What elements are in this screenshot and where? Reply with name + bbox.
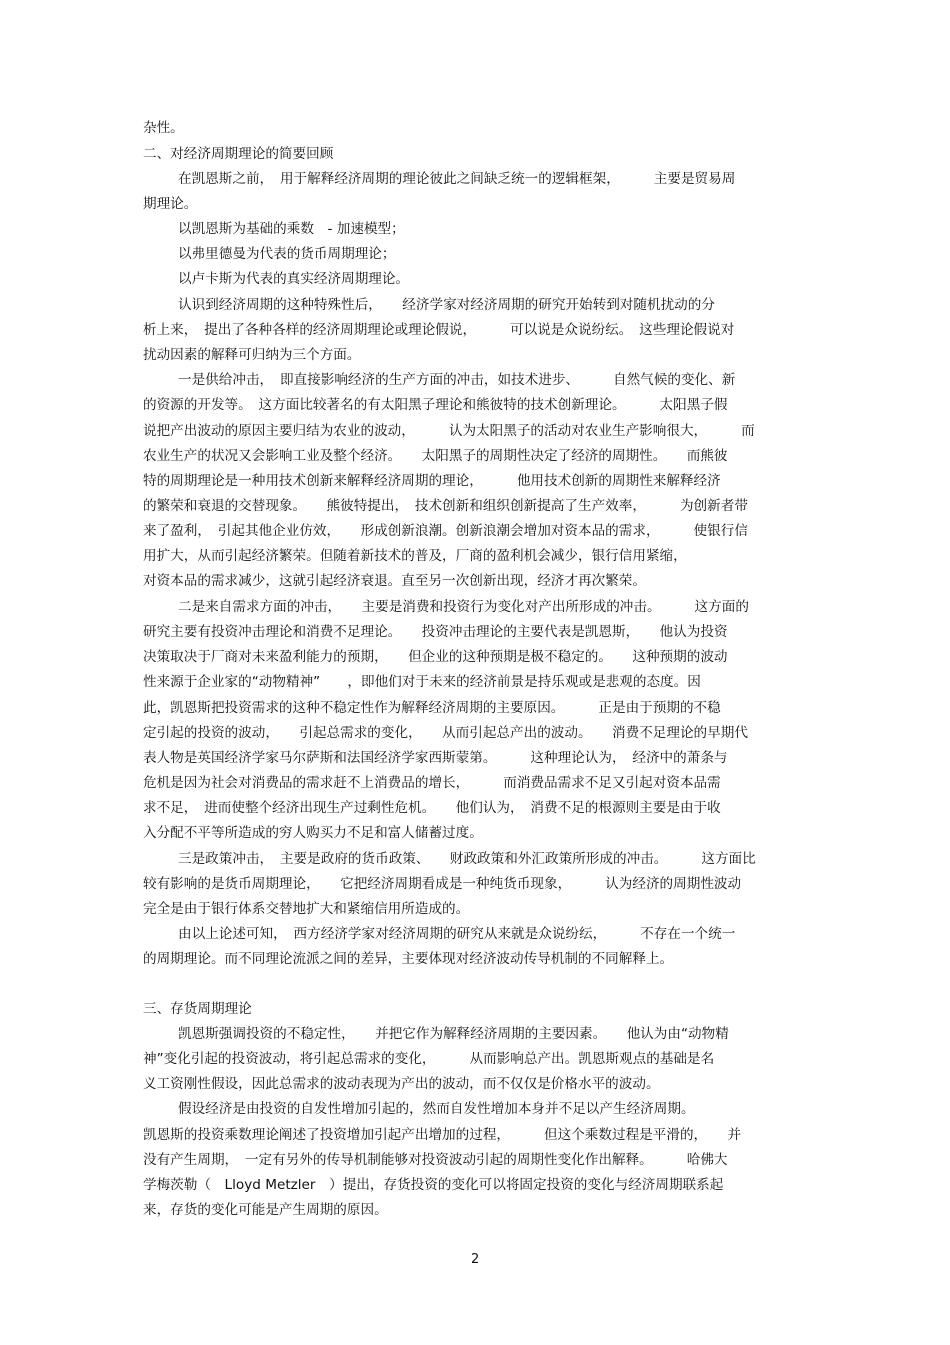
text-line: 此，凯恩斯把投资需求的这种不稳定性作为解释经济周期的主要原因。 正是由于预期的不稳 xyxy=(143,700,721,716)
text-line: 研究主要有投资冲击理论和消费不足理论。 投资冲击理论的主要代表是凯恩斯， 他认为投资 xyxy=(143,624,728,640)
text-line: 特的周期理论是一种用技术创新来解释经济周期的理论， 他用技术创新的周期性来解释经济 xyxy=(143,473,721,489)
text-line: 的周期理论。而不同理论流派之间的差异，主要体现对经济波动传导机制的不同解释上。 xyxy=(143,951,674,967)
text-line: 假设经济是由投资的自发性增加引起的，然而自发性增加本身并不足以产生经济周期。 xyxy=(178,1101,695,1117)
text-line: 神”变化引起的投资波动，将引起总需求的变化， 从而影响总产出。凯恩斯观点的基础是名 xyxy=(143,1051,715,1067)
text-line: 用扩大，从而引起经济繁荣。但随着新技术的普及，厂商的盈利机会减少，银行信用紧缩， xyxy=(143,548,687,564)
text-line: 杂性。 xyxy=(143,120,184,136)
text-line: 以卢卡斯为代表的真实经济周期理论。 xyxy=(178,271,410,287)
text-line: 析上来， 提出了各种各样的经济周期理论或理论假说， 可以说是众说纷纭。 这些理论假说对 xyxy=(143,322,735,338)
text-line: 扰动因素的解释可归纳为三个方面。 xyxy=(143,347,361,363)
text-line: 入分配不平等所造成的穷人购买力不足和富人储蓄过度。 xyxy=(143,825,483,841)
text-line: 一是供给冲击， 即直接影响经济的生产方面的冲击，如技术进步、 自然气候的变化、新 xyxy=(178,372,736,388)
text-line: 由以上论述可知， 西方经济学家对经济周期的研究从来就是众说纷纭， 不存在一个统一 xyxy=(178,926,736,942)
text-line: 农业生产的状况又会影响工业及整个经济。 太阳黑子的周期性决定了经济的周期性。 而熊彼 xyxy=(143,448,728,464)
text-line: 决策取决于厂商对未来盈利能力的预期， 但企业的这种预期是极不稳定的。 这种预期的波动 xyxy=(143,649,728,665)
text-line: 凯恩斯强调投资的不稳定性， 并把它作为解释经济周期的主要因素。 他认为由“动物精 xyxy=(178,1026,729,1042)
text-line: 说把产出波动的原因主要归结为农业的波动， 认为太阳黑子的活动对农业生产影响很大， 而 xyxy=(143,423,755,439)
text-line: 以弗里德曼为代表的货币周期理论； xyxy=(178,246,396,262)
text-line: 较有影响的是货币周期理论， 它把经济周期看成是一种纯货币现象， 认为经济的周期性波动 xyxy=(143,876,742,892)
text-line: 认识到经济周期的这种特殊性后， 经济学家对经济周期的研究开始转到对随机扰动的分 xyxy=(178,297,715,313)
section-heading: 三、存货周期理论 xyxy=(143,1001,252,1017)
text-line: 对资本品的需求减少，这就引起经济衰退。直至另一次创新出现，经济才再次繁荣。 xyxy=(143,573,646,589)
text-line: 义工资刚性假设，因此总需求的波动表现为产出的波动，而不仅仅是价格水平的波动。 xyxy=(143,1076,660,1092)
text-line: 二是来自需求方面的冲击， 主要是消费和投资行为变化对产出所形成的冲击。 这方面的 xyxy=(178,599,749,615)
text-line: 三是政策冲击， 主要是政府的货币政策、 财政政策和外汇政策所形成的冲击。 这方面比 xyxy=(178,851,756,867)
text-line: 危机是因为社会对消费品的需求赶不上消费品的增长， 而消费品需求不足又引起对资本品需 xyxy=(143,775,721,791)
text-line: 的繁荣和衰退的交替现象。 熊彼特提出， 技术创新和组织创新提高了生产效率， 为创新者带 xyxy=(143,498,748,514)
text-line: 在凯恩斯之前， 用于解释经济周期的理论彼此之间缺乏统一的逻辑框架， 主要是贸易周 xyxy=(178,171,736,187)
text-line: 求不足， 进而使整个经济出现生产过剩性危机。 他们认为， 消费不足的根源则主要是由于收 xyxy=(143,800,721,816)
text-line: 以凯恩斯为基础的乘数 - 加速模型； xyxy=(178,221,405,237)
text-line: 表人物是英国经济学家马尔萨斯和法国经济学家西斯蒙第。 这种理论认为， 经济中的萧条与 xyxy=(143,750,728,766)
text-line: 完全是由于银行体系交替地扩大和紧缩信用所造成的。 xyxy=(143,901,470,917)
page-number: 2 xyxy=(471,1252,480,1267)
text-line: 期理论。 xyxy=(143,196,198,212)
text-line: 的资源的开发等。 这方面比较著名的有太阳黑子理论和熊彼特的技术创新理论。 太阳黑子假 xyxy=(143,397,728,413)
text-line: 没有产生周期， 一定有另外的传导机制能够对投资波动引起的周期性变化作出解释。 哈佛大 xyxy=(143,1152,728,1168)
text-line: 学梅茨勒（ Lloyd Metzler ）提出，存货投资的变化可以将固定投资的变化与经济周期联系起 xyxy=(143,1177,724,1193)
text-line: 来了盈利， 引起其他企业仿效， 形成创新浪潮。创新浪潮会增加对资本品的需求， 使银行信 xyxy=(143,523,748,539)
text-line: 来，存货的变化可能是产生周期的原因。 xyxy=(143,1202,388,1218)
text-line: 定引起的投资的波动， 引起总需求的变化， 从而引起总产出的波动。 消费不足理论的早期代 xyxy=(143,725,748,741)
text-line: 凯恩斯的投资乘数理论阐述了投资增加引起产出增加的过程， 但这个乘数过程是平滑的， 并 xyxy=(143,1127,742,1143)
text-line: 性来源于企业家的“动物精神” ，即他们对于未来的经济前景是持乐观或是悲观的态度。因 xyxy=(143,674,701,690)
section-heading: 二、对经济周期理论的简要回顾 xyxy=(143,146,334,162)
